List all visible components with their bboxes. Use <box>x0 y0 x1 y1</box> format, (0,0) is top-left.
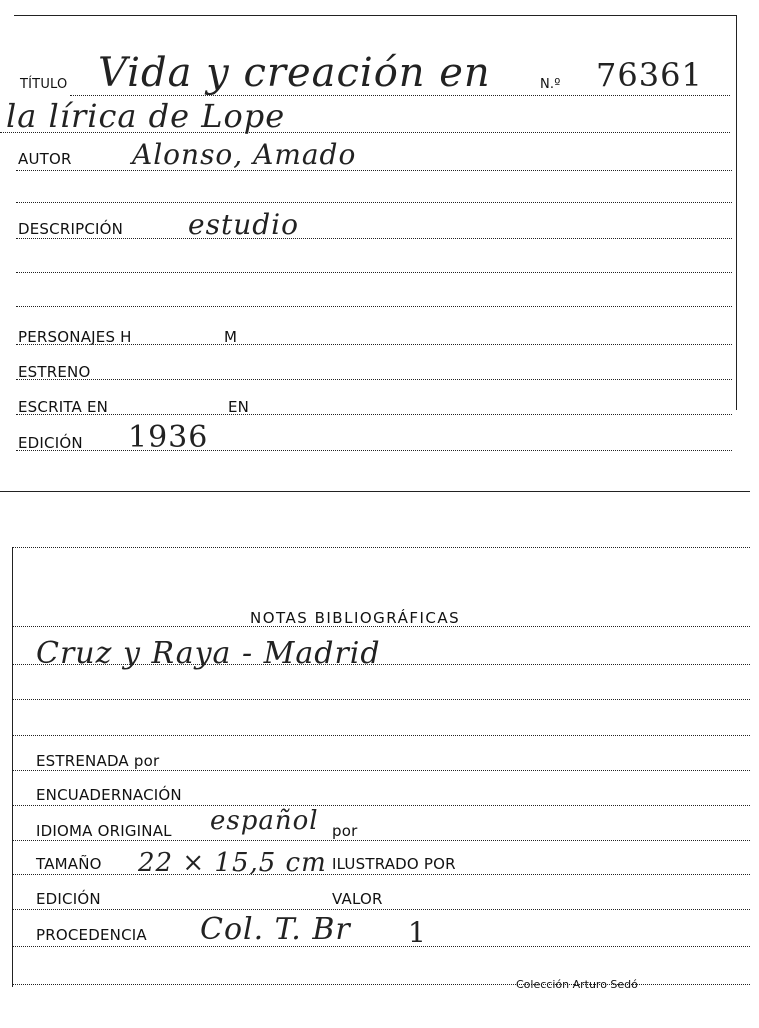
titulo-label: TÍTULO <box>20 77 68 92</box>
notas-line-4 <box>12 735 750 736</box>
en-label: EN <box>228 398 250 416</box>
escrita-line <box>16 414 732 415</box>
card2-left-border <box>12 547 13 987</box>
edicion2-label: EDICIÓN <box>36 890 101 908</box>
estrenada-line <box>12 770 750 771</box>
idioma-line <box>12 840 750 841</box>
procedencia-value: Col. T. Br <box>200 912 351 947</box>
procedencia-label: PROCEDENCIA <box>36 926 147 944</box>
edicion-label: EDICIÓN <box>18 434 83 452</box>
edicion-value: 1936 <box>128 420 209 455</box>
card1-bottom-border <box>0 491 750 492</box>
personajes-m-label: M <box>224 328 238 346</box>
autor-line <box>16 170 732 171</box>
titulo-line <box>70 95 730 96</box>
tamano-value: 22 × 15,5 cm <box>138 848 327 878</box>
edicion-line <box>16 450 732 451</box>
blank-line-2 <box>16 272 732 273</box>
por-label: por <box>332 822 358 840</box>
blank-line-1 <box>16 202 732 203</box>
tamano-line <box>12 874 750 875</box>
card2-bottom-line <box>12 984 750 985</box>
titulo-value-line1: Vida y creación en <box>98 50 491 96</box>
descripcion-value: estudio <box>188 208 299 241</box>
idioma-value: español <box>210 806 319 836</box>
procedencia-extra: 1 <box>408 916 427 949</box>
tamano-label: TAMAÑO <box>36 855 102 873</box>
numero-label: N.º <box>540 77 561 92</box>
estreno-label: ESTRENO <box>18 363 91 381</box>
descripcion-line <box>16 238 732 239</box>
notas-line-1 <box>12 626 750 627</box>
titulo-value-line2: la lírica de Lope <box>6 97 286 135</box>
descripcion-label: DESCRIPCIÓN <box>18 220 124 238</box>
idioma-label: IDIOMA ORIGINAL <box>36 822 172 840</box>
ilustrado-label: ILUSTRADO POR <box>332 855 456 873</box>
collection-credit: Colección Arturo Sedó <box>516 978 638 991</box>
notas-line-3 <box>12 699 750 700</box>
card2-top-border <box>12 547 750 548</box>
estreno-line <box>16 379 732 380</box>
encuadernacion-line <box>12 805 750 806</box>
personajes-label: PERSONAJES H <box>18 328 132 346</box>
titulo-line2 <box>0 132 730 133</box>
blank-line-3 <box>16 306 732 307</box>
encuadernacion-label: ENCUADERNACIÓN <box>36 786 182 804</box>
autor-label: AUTOR <box>18 150 72 168</box>
valor-label: VALOR <box>332 890 383 908</box>
notas-title: NOTAS BIBLIOGRÁFICAS <box>250 609 461 627</box>
notas-line-2 <box>12 664 750 665</box>
card1-top-border <box>14 15 736 16</box>
notas-value: Cruz y Raya - Madrid <box>36 636 381 671</box>
numero-value: 76361 <box>596 56 703 94</box>
procedencia-line <box>12 946 750 947</box>
edicion2-line <box>12 909 750 910</box>
personajes-line <box>16 344 732 345</box>
card1-right-border <box>736 15 737 410</box>
estrenada-label: ESTRENADA por <box>36 752 160 770</box>
escrita-en-label: ESCRITA EN <box>18 398 109 416</box>
autor-value: Alonso, Amado <box>132 138 357 171</box>
